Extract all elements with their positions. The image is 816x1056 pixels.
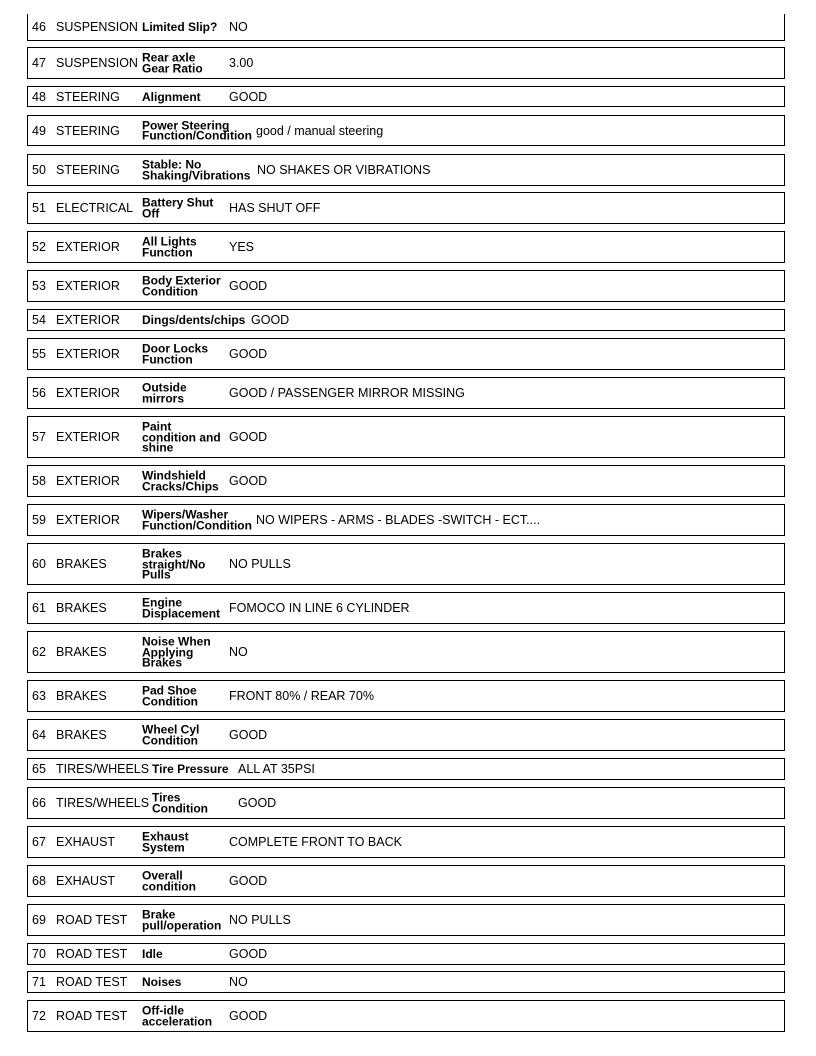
row-value: GOOD	[229, 347, 268, 361]
row-number: 47	[32, 56, 46, 70]
row-item-label: Windshield Cracks/Chips	[142, 468, 219, 493]
row-category: EXHAUST	[56, 835, 116, 849]
row-category: SUSPENSION	[56, 56, 138, 70]
row-number: 61	[32, 601, 46, 615]
row-item-label: Brakes straight/No Pulls	[142, 546, 206, 582]
table-row	[27, 1000, 785, 1032]
row-item-label: Pad Shoe Condition	[142, 683, 198, 708]
row-number: 68	[32, 874, 46, 888]
row-value: GOOD	[251, 313, 290, 327]
row-category: ROAD TEST	[56, 975, 128, 989]
row-item-label: Off-idle acceleration	[142, 1003, 213, 1028]
row-number: 59	[32, 513, 46, 527]
row-item-label: All Lights Function	[142, 234, 197, 259]
row-category: EXTERIOR	[56, 474, 120, 488]
row-number: 65	[32, 762, 46, 776]
row-value: GOOD	[229, 474, 268, 488]
row-item-label: Noises	[142, 974, 182, 989]
row-value: NO PULLS	[229, 913, 291, 927]
row-value: YES	[229, 240, 255, 254]
row-item-label: Exhaust System	[142, 829, 189, 854]
row-value: NO	[229, 20, 248, 34]
row-category: EXTERIOR	[56, 347, 120, 361]
row-number: 66	[32, 796, 46, 810]
row-item-label: Rear axle Gear Ratio	[142, 50, 203, 75]
row-category: EXTERIOR	[56, 240, 120, 254]
row-value: NO SHAKES OR VIBRATIONS	[257, 163, 431, 177]
row-number: 48	[32, 89, 46, 104]
row-number: 50	[32, 163, 46, 177]
row-number: 57	[32, 430, 46, 444]
row-category: ROAD TEST	[56, 947, 128, 961]
row-number: 56	[32, 386, 46, 400]
row-category: STEERING	[56, 163, 120, 177]
row-category: BRAKES	[56, 645, 107, 659]
row-item-label: Idle	[142, 946, 163, 961]
row-category: ROAD TEST	[56, 1009, 128, 1023]
row-category: EXTERIOR	[56, 279, 120, 293]
table-row	[27, 270, 785, 302]
table-row	[27, 465, 785, 497]
row-value: GOOD	[229, 279, 268, 293]
table-row	[27, 592, 785, 624]
row-value: COMPLETE FRONT TO BACK	[229, 835, 402, 849]
row-value: GOOD	[229, 947, 268, 961]
row-item-label: Body Exterior Condition	[142, 273, 221, 298]
row-number: 70	[32, 947, 46, 961]
row-number: 49	[32, 123, 46, 138]
table-row	[27, 154, 785, 186]
row-value: GOOD	[229, 430, 268, 444]
row-value: ALL AT 35PSI	[238, 762, 315, 776]
row-value: GOOD	[229, 874, 268, 888]
row-category: BRAKES	[56, 689, 107, 703]
row-value: NO	[229, 645, 248, 659]
row-item-label: Battery Shut Off	[142, 195, 214, 220]
row-number: 53	[32, 279, 46, 293]
row-category: SUSPENSION	[56, 20, 138, 34]
row-item-label: Noise When Applying Brakes	[142, 634, 211, 670]
row-category: BRAKES	[56, 728, 107, 742]
row-item-label: Paint condition and shine	[142, 419, 221, 455]
row-value: good / manual steering	[256, 123, 384, 138]
row-number: 72	[32, 1009, 46, 1023]
table-row	[27, 504, 785, 536]
row-value: GOOD	[229, 1009, 268, 1023]
table-row	[27, 904, 785, 936]
row-item-label: Wipers/Washer Function/Condition	[142, 507, 252, 532]
row-item-label: Outside mirrors	[142, 380, 187, 405]
row-number: 71	[32, 975, 46, 989]
table-row	[27, 758, 785, 780]
row-item-label: Door Locks Function	[142, 341, 209, 366]
row-item-label: Tire Pressure	[152, 761, 229, 776]
row-category: EXTERIOR	[56, 386, 120, 400]
row-category: EXTERIOR	[56, 313, 120, 327]
row-value: GOOD	[238, 796, 277, 810]
table-row	[27, 943, 785, 965]
row-value: FOMOCO IN LINE 6 CYLINDER	[229, 601, 410, 615]
table-row	[27, 826, 785, 858]
row-value: NO PULLS	[229, 557, 291, 571]
row-category: EXHAUST	[56, 874, 116, 888]
row-value: NO WIPERS - ARMS - BLADES -SWITCH - ECT....	[256, 513, 541, 527]
table-row	[27, 338, 785, 370]
row-item-label: Limited Slip?	[142, 19, 218, 34]
table-row	[27, 14, 785, 41]
table-row	[27, 787, 785, 819]
row-value: HAS SHUT OFF	[229, 201, 321, 215]
table-row	[27, 47, 785, 79]
row-value: 3.00	[229, 56, 254, 70]
table-row	[27, 416, 785, 458]
row-item-label: Wheel Cyl Condition	[142, 722, 200, 747]
row-number: 55	[32, 347, 46, 361]
row-number: 63	[32, 689, 46, 703]
table-row	[27, 309, 785, 331]
table-row	[27, 86, 785, 107]
row-item-label: Tires Condition	[152, 790, 208, 815]
table-row	[27, 192, 785, 224]
row-category: ELECTRICAL	[56, 201, 134, 215]
row-category: TIRES/WHEELS	[56, 762, 150, 776]
row-item-label: Dings/dents/chips	[142, 312, 246, 327]
table-row	[27, 680, 785, 712]
row-item-label: Overall condition	[142, 868, 196, 893]
row-number: 52	[32, 240, 46, 254]
table-row	[27, 543, 785, 585]
row-category: BRAKES	[56, 557, 107, 571]
row-value: GOOD / PASSENGER MIRROR MISSING	[229, 386, 465, 400]
row-number: 54	[32, 313, 46, 327]
row-value: GOOD	[229, 89, 268, 104]
row-value: FRONT 80% / REAR 70%	[229, 689, 374, 703]
row-number: 67	[32, 835, 46, 849]
row-number: 51	[32, 201, 46, 215]
row-number: 64	[32, 728, 46, 742]
row-number: 46	[32, 20, 46, 34]
row-category: BRAKES	[56, 601, 107, 615]
table-row	[27, 865, 785, 897]
row-number: 69	[32, 913, 46, 927]
row-category: TIRES/WHEELS	[56, 796, 150, 810]
row-value: GOOD	[229, 728, 268, 742]
row-category: STEERING	[56, 89, 120, 104]
row-category: STEERING	[56, 123, 120, 138]
row-category: EXTERIOR	[56, 430, 120, 444]
table-row	[27, 377, 785, 409]
row-item-label: Alignment	[142, 89, 201, 104]
table-row	[27, 971, 785, 993]
row-item-label: Stable: No Shaking/Vibrations	[142, 157, 251, 182]
row-item-label: Brake pull/operation	[142, 907, 222, 932]
table-row	[27, 719, 785, 751]
row-item-label: Power Steering Function/Condition	[142, 118, 252, 143]
row-value: NO	[229, 975, 248, 989]
table-row	[27, 115, 785, 146]
table-row	[27, 231, 785, 263]
row-number: 60	[32, 557, 46, 571]
table-row	[27, 631, 785, 673]
row-number: 58	[32, 474, 46, 488]
row-category: EXTERIOR	[56, 513, 120, 527]
row-item-label: Engine Displacement	[142, 595, 221, 620]
row-number: 62	[32, 645, 46, 659]
row-category: ROAD TEST	[56, 913, 128, 927]
